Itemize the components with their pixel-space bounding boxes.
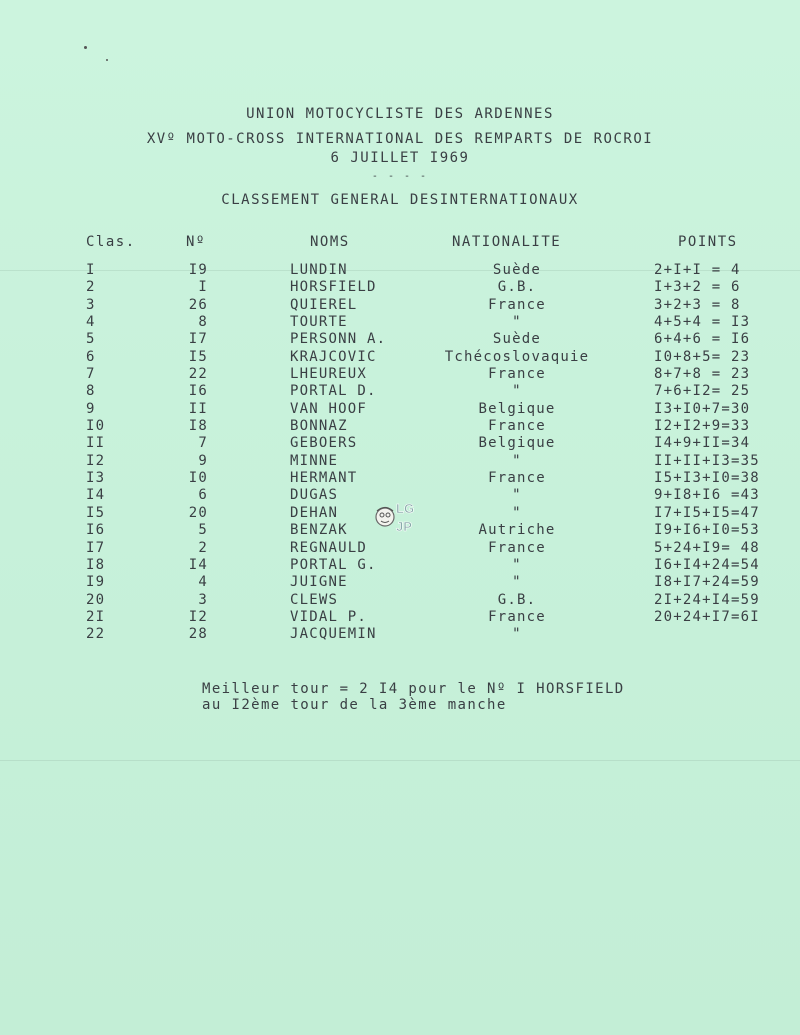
cell-numero: I5 xyxy=(188,348,208,365)
cell-numero: 4 xyxy=(198,574,208,591)
cell-points: 7+6+I2= 25 xyxy=(654,383,751,400)
separator: - - - - xyxy=(371,171,429,182)
table-row xyxy=(0,349,800,366)
cell-nom: MINNE xyxy=(290,452,339,469)
cell-points: II+II+I3=35 xyxy=(654,452,760,469)
logo-text-jp: JP xyxy=(396,519,412,534)
cell-points: 2+I+I = 4 xyxy=(654,262,741,278)
table-row xyxy=(0,383,800,400)
cell-classement: I9 xyxy=(86,574,106,591)
cell-points: 8+7+8 = 23 xyxy=(654,366,751,383)
event-title: XVº MOTO-CROSS INTERNATIONAL DES REMPARTS DE ROCROI xyxy=(146,131,654,147)
cell-nationalite: " xyxy=(512,487,522,504)
table-row xyxy=(0,557,800,574)
table-row xyxy=(0,453,800,470)
cell-nom: LUNDIN xyxy=(290,262,348,278)
cell-classement: 2I xyxy=(86,608,106,625)
cell-points: I5+I3+I0=38 xyxy=(654,470,760,487)
col-noms-header: NOMS xyxy=(310,234,350,250)
cell-numero: 22 xyxy=(188,366,208,383)
cell-points: 2I+24+I4=59 xyxy=(654,591,760,608)
cell-classement: 20 xyxy=(86,591,106,608)
col-no-header: Nº xyxy=(186,234,206,250)
cell-nationalite: Belgique xyxy=(478,400,556,417)
cell-points: I9+I6+I0=53 xyxy=(654,522,760,539)
cell-nom: KRAJCOVIC xyxy=(290,348,377,365)
table-row xyxy=(0,297,800,314)
cell-nationalite: G.B. xyxy=(497,279,537,296)
cell-nationalite: France xyxy=(488,366,546,383)
table-row xyxy=(0,262,800,279)
classification-title: CLASSEMENT GENERAL DESINTERNATIONAUX xyxy=(221,192,579,208)
cell-numero: I xyxy=(198,279,208,296)
cell-classement: 9 xyxy=(86,400,96,417)
cell-points: I8+I7+24=59 xyxy=(654,574,760,591)
table-row xyxy=(0,609,800,626)
cell-nom: PORTAL D. xyxy=(290,383,377,400)
cell-numero: 26 xyxy=(188,296,208,313)
cell-nom: DUGAS xyxy=(290,487,339,504)
event-date: 6 JUILLET I969 xyxy=(330,150,470,166)
cell-numero: I2 xyxy=(188,608,208,625)
cell-classement: II xyxy=(86,435,106,452)
cell-nationalite: France xyxy=(488,470,546,487)
cell-points: 3+2+3 = 8 xyxy=(654,296,741,313)
cell-points: I7+I5+I5=47 xyxy=(654,504,760,521)
cell-numero: 8 xyxy=(198,314,208,331)
cell-points: I4+9+II=34 xyxy=(654,435,751,452)
col-nationalite-header: NATIONALITE xyxy=(452,234,562,250)
cell-nationalite: Suède xyxy=(492,331,542,348)
table-row xyxy=(0,435,800,452)
cell-nom: DEHAN xyxy=(290,504,339,521)
cell-nationalite: France xyxy=(488,539,546,556)
table-row xyxy=(0,592,800,609)
fold-line xyxy=(0,760,800,761)
table-row xyxy=(0,366,800,383)
ink-speck xyxy=(106,59,108,61)
cell-classement: 7 xyxy=(86,366,96,383)
col-points-header: POINTS xyxy=(678,234,738,250)
table-row xyxy=(0,331,800,348)
cell-points: 6+4+6 = I6 xyxy=(654,331,751,348)
cell-classement: 2 xyxy=(86,279,96,296)
cell-points: 9+I8+I6 =43 xyxy=(654,487,760,504)
cell-nom: LHEUREUX xyxy=(290,366,368,383)
cell-numero: I6 xyxy=(188,383,208,400)
cell-nom: QUIEREL xyxy=(290,296,358,313)
cell-numero: 7 xyxy=(198,435,208,452)
best-lap-note-detail: au I2ème tour de la 3ème manche xyxy=(202,697,507,713)
cell-numero: I0 xyxy=(188,470,208,487)
cell-classement: 6 xyxy=(86,348,96,365)
cell-nom: GEBOERS xyxy=(290,435,358,452)
cell-numero: 5 xyxy=(198,522,208,539)
cell-classement: I5 xyxy=(86,504,106,521)
club-name: UNION MOTOCYCLISTE DES ARDENNES xyxy=(246,106,554,122)
cell-classement: I6 xyxy=(86,522,106,539)
cell-nationalite: France xyxy=(488,418,546,435)
cell-classement: I8 xyxy=(86,556,106,573)
cell-numero: 9 xyxy=(198,452,208,469)
cell-nationalite: Belgique xyxy=(478,435,556,452)
cell-points: I0+8+5= 23 xyxy=(654,348,751,365)
cell-numero: I9 xyxy=(188,262,208,278)
table-row xyxy=(0,574,800,591)
cell-nom: BONNAZ xyxy=(290,418,348,435)
cell-classement: 3 xyxy=(86,296,96,313)
table-row xyxy=(0,279,800,296)
cell-nationalite: Autriche xyxy=(478,522,556,539)
cell-numero: I4 xyxy=(188,556,208,573)
cell-points: I+3+2 = 6 xyxy=(654,279,741,296)
cell-nationalite: " xyxy=(512,314,522,331)
cell-nationalite: " xyxy=(512,383,522,400)
cell-points: I6+I4+24=54 xyxy=(654,556,760,573)
cell-points: I2+I2+9=33 xyxy=(654,418,751,435)
cell-nationalite: Tchécoslovaquie xyxy=(444,348,590,365)
cell-nom: BENZAK xyxy=(290,522,348,539)
cell-points: 20+24+I7=6I xyxy=(654,608,760,625)
cell-numero: 6 xyxy=(198,487,208,504)
best-lap-note: Meilleur tour = 2 I4 pour le Nº I HORSFIELD xyxy=(202,681,625,697)
col-clas-header: Clas. xyxy=(86,234,136,250)
ink-speck xyxy=(84,46,87,49)
cell-nationalite: Suède xyxy=(492,262,542,278)
cell-classement: I xyxy=(86,262,96,278)
cell-classement: I2 xyxy=(86,452,106,469)
cell-nationalite: " xyxy=(512,452,522,469)
cell-classement: 22 xyxy=(86,626,106,643)
cell-numero: I8 xyxy=(188,418,208,435)
cell-classement: 8 xyxy=(86,383,96,400)
cell-nom: JUIGNE xyxy=(290,574,348,591)
cell-points: 4+5+4 = I3 xyxy=(654,314,751,331)
table-row xyxy=(0,314,800,331)
cell-classement: I4 xyxy=(86,487,106,504)
cell-nationalite: G.B. xyxy=(497,591,537,608)
cell-classement: I0 xyxy=(86,418,106,435)
table-row xyxy=(0,470,800,487)
cell-nom: TOURTE xyxy=(290,314,348,331)
cell-nom: CLEWS xyxy=(290,591,339,608)
cell-numero: 3 xyxy=(198,591,208,608)
cell-points: I3+I0+7=30 xyxy=(654,400,751,417)
cell-nom: REGNAULD xyxy=(290,539,368,556)
cell-nom: PORTAL G. xyxy=(290,556,377,573)
cell-numero: 20 xyxy=(188,504,208,521)
cell-nationalite: " xyxy=(512,626,522,643)
cell-nationalite: " xyxy=(512,504,522,521)
table-row xyxy=(0,418,800,435)
cell-nationalite: " xyxy=(512,574,522,591)
cell-points: 5+24+I9= 48 xyxy=(654,539,760,556)
cell-nom: VAN HOOF xyxy=(290,400,368,417)
cell-numero: 28 xyxy=(188,626,208,643)
table-row xyxy=(0,401,800,418)
cell-nom: PERSONN A. xyxy=(290,331,387,348)
results-table xyxy=(0,262,800,644)
table-row xyxy=(0,540,800,557)
logo-text-lg: LG xyxy=(396,501,415,516)
cell-classement: I3 xyxy=(86,470,106,487)
cell-nom: VIDAL P. xyxy=(290,608,368,625)
cell-numero: II xyxy=(188,400,208,417)
cell-classement: 4 xyxy=(86,314,96,331)
cell-nom: HERMANT xyxy=(290,470,358,487)
cell-nom: JACQUEMIN xyxy=(290,626,377,643)
cell-nationalite: France xyxy=(488,608,546,625)
cell-numero: 2 xyxy=(198,539,208,556)
cell-nationalite: " xyxy=(512,556,522,573)
cell-numero: I7 xyxy=(188,331,208,348)
cell-nom: HORSFIELD xyxy=(290,279,377,296)
table-row xyxy=(0,626,800,643)
cell-classement: I7 xyxy=(86,539,106,556)
lgjp-watermark-logo xyxy=(372,495,426,537)
cell-classement: 5 xyxy=(86,331,96,348)
cell-nationalite: France xyxy=(488,296,546,313)
